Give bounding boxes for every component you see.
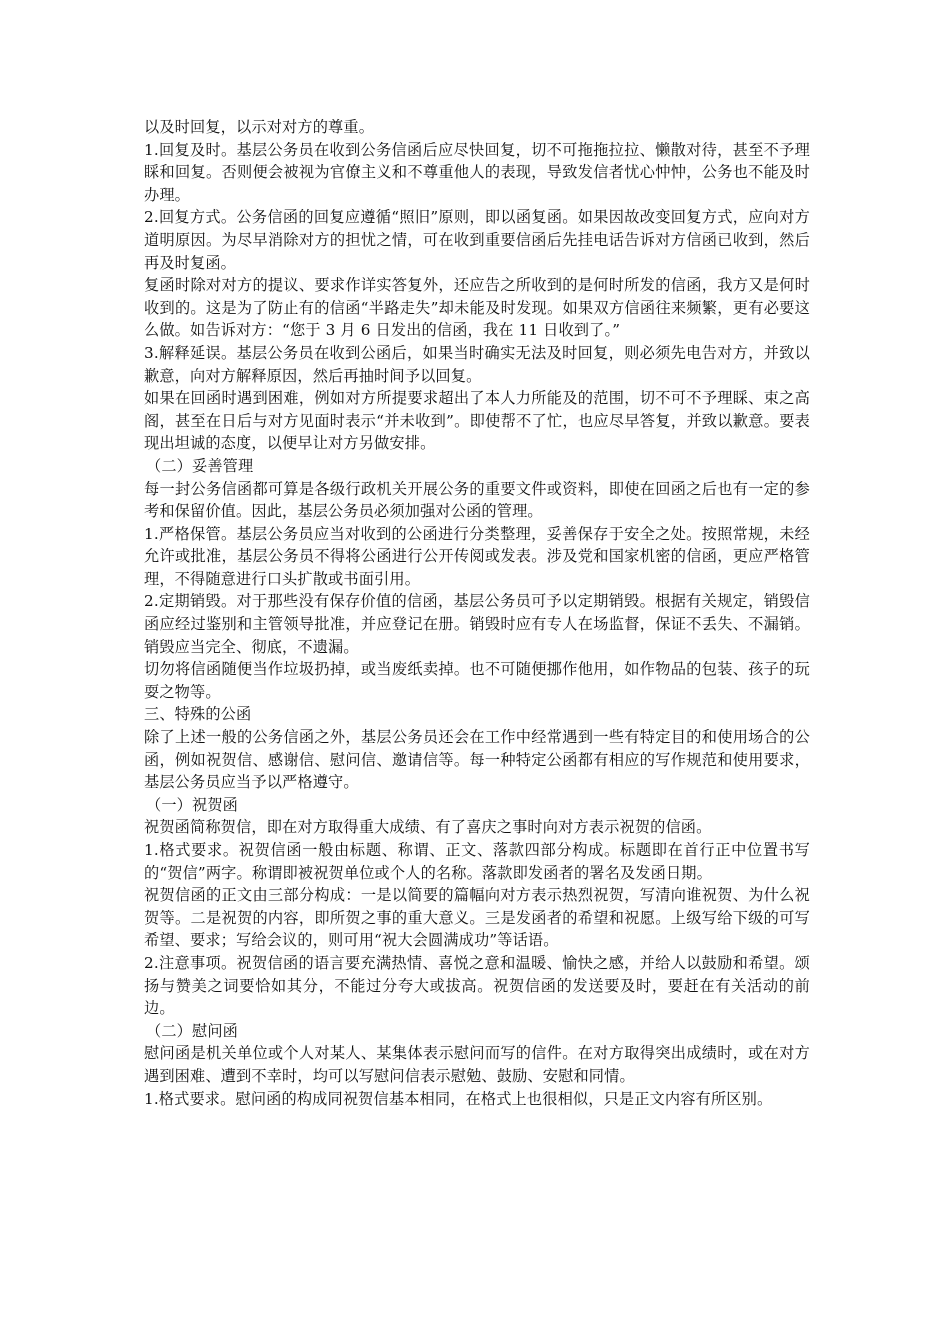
paragraph: 每一封公务信函都可算是各级行政机关开展公务的重要文件或资料，即使在回函之后也有一定的参考和保留价值。因此，基层公务员必须加强对公函的管理。 xyxy=(144,479,810,521)
section-heading: （二）慰问函 xyxy=(146,1021,239,1040)
paragraph: 1.格式要求。祝贺信函一般由标题、称谓、正文、落款四部分构成。标题即在首行正中位置书写的“贺信”两字。称谓即被祝贺单位或个人的名称。落款即发函者的署名及发函日期。 xyxy=(144,841,810,882)
paragraph: 祝贺函简称贺信，即在对方取得重大成绩、有了喜庆之事时向对方表示祝贺的信函。 xyxy=(144,818,712,837)
paragraph: 1.严格保管。基层公务员应当对收到的公函进行分类整理，妥善保存于安全之处。按照常规，未经允许或批准，基层公务员不得将公函进行公开传阅或发表。涉及党和国家机密的信函，更应严格管理，不得随意进行口头扩散或书面引用。 xyxy=(144,524,810,588)
paragraph: 1.回复及时。基层公务员在收到公务信函后应尽快回复，切不可拖拖拉拉、懒散对待，甚至不予理睬和回复。否则便会被视为官僚主义和不尊重他人的表现，导致发信者忧心忡忡，公务也不能及时办理。 xyxy=(144,140,810,204)
paragraph: 如果在回函时遇到困难，例如对方所提要求超出了本人力所能及的范围，切不可不予理睬、束之高阁，甚至在日后与对方见面时表示“并未收到”。即使帮不了忙，也应尽早答复，并致以歉意。要表现出坦诚的态度，以便早让对方另做安排。 xyxy=(144,389,810,453)
paragraph: 切勿将信函随便当作垃圾扔掉，或当废纸卖掉。也不可随便挪作他用，如作物品的包装、孩子的玩耍之物等。 xyxy=(144,660,810,701)
paragraph: 慰问函是机关单位或个人对某人、某集体表示慰问而写的信件。在对方取得突出成绩时，或在对方遇到困难、遭到不幸时，均可以写慰问信表示慰勉、鼓励、安慰和同情。 xyxy=(144,1044,810,1085)
paragraph: 祝贺信函的正文由三部分构成：一是以简要的篇幅向对方表示热烈祝贺，写清向谁祝贺、为什么祝贺等。二是祝贺的内容，即所贺之事的重大意义。三是发函者的希望和祝愿。上级写给下级的可写希望、要求；写给会议的，则可用“祝大会圆满成功”等话语。 xyxy=(144,886,810,950)
paragraph: 1.格式要求。慰问函的构成同祝贺信基本相同，在格式上也很相似，只是正文内容有所区别。 xyxy=(144,1089,773,1108)
paragraph: 2.定期销毁。对于那些没有保存价值的信函，基层公务员可予以定期销毁。根据有关规定，销毁信函应经过鉴别和主管领导批准，并应登记在册。销毁时应有专人在场监督，保证不丢失、不漏销。销毁应当完全、彻底，不遗漏。 xyxy=(144,592,810,656)
section-heading: 三、特殊的公函 xyxy=(144,705,252,724)
paragraph: 2.回复方式。公务信函的回复应遵循“照旧”原则，即以函复函。如果因故改变回复方式，应向对方道明原因。为尽早消除对方的担忧之情，可在收到重要信函后先挂电话告诉对方信函已收到，然后再及时复函。 xyxy=(144,208,810,272)
paragraph: 2.注意事项。祝贺信函的语言要充满热情、喜悦之意和温暖、愉快之感，并给人以鼓励和希望。颂扬与赞美之词要恰如其分，不能过分夸大或拔高。祝贺信函的发送要及时，要赶在有关活动的前边。 xyxy=(144,953,810,1018)
paragraph: 3.解释延误。基层公务员在收到公函后，如果当时确实无法及时回复，则必须先电告对方，并致以歉意，向对方解释原因，然后再抽时间予以回复。 xyxy=(144,343,810,385)
paragraph: 复函时除对对方的提议、要求作详实答复外，还应告之所收到的是何时所发的信函，我方又是何时收到的。这是为了防止有的信函“半路走失”却未能及时发现。如果双方信函往来频繁，更有必要这么做。如告诉对方：“您于 3 月 6 日发出的信函，我在 11 日收到了。” xyxy=(144,276,810,340)
paragraph: 除了上述一般的公务信函之外，基层公务员还会在工作中经常遇到一些有特定目的和使用场合的公函，例如祝贺信、感谢信、慰问信、邀请信等。每一种特定公函都有相应的写作规范和使用要求，基层公务员应当予以严格遵守。 xyxy=(144,728,810,792)
section-heading: （二）妥善管理 xyxy=(146,456,254,475)
section-heading: （一）祝贺函 xyxy=(146,795,239,814)
document-body xyxy=(144,116,810,1110)
paragraph: 以及时回复，以示对对方的尊重。 xyxy=(144,118,375,136)
